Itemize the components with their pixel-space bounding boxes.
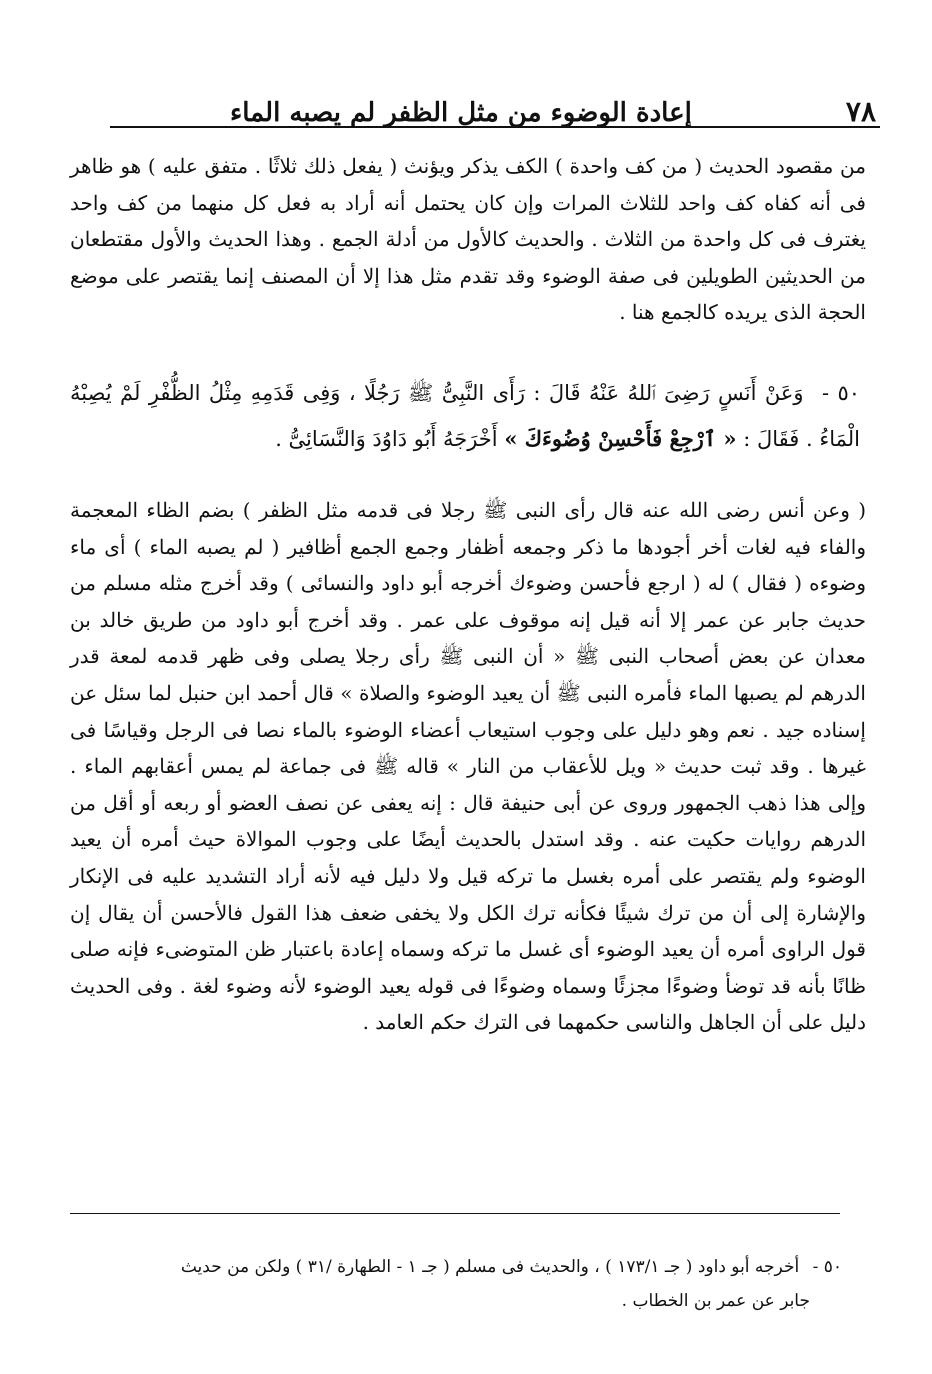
- commentary-paragraph-1: من مقصود الحديث ( من كف واحدة ) الكف يذكر ويؤنث ( يفعل ذلك ثلاثًا . متفق عليه ) هو ظاهر فى أنه كفاه كف واحد للثلاث المرات وإن كان يحتمل أنه أراد به فعل كل منهما من كف واحد يغترف فى كل واحدة من الثلاث . والحديث كالأول من أدلة الجمع . وهذا الحديث والأول مقتطعان من الحديثين الطويلين فى صفة الوضوء وقد تقدم مثل هذا إلا أن المصنف إنما يقتصر على موضع الحجة الذى يريده كالجمع هنا .: [70, 154, 866, 325]
- hadith-text-after: أَخْرَجَهُ أَبُو دَاوُدَ وَالنَّسَائِىُّ .: [275, 427, 498, 451]
- commentary-paragraph-2: ( وعن أنس رضى الله عنه قال رأى النبى ﷺ رجلا فى قدمه مثل الظفر ) بضم الظاء المعجمة والفاء فيه لغات أخر أجودها ما ذكر وجمعه أظفار وجمع الجمع أظافير ( لم يصبه الماء ) أى ماء وضوءه ( فقال ) له ( ارجع فأحسن وضوءك أخرجه أبو داود والنسائى ) وقد أخرج مثله مسلم من حديث جابر عن عمر إلا أنه قيل إنه موقوف على عمر . وقد أخرج أبو داود من طريق خالد بن معدان عن بعض أصحاب النبى ﷺ « أن النبى ﷺ رأى رجلا يصلى وفى ظهر قدمه لمعة قدر الدرهم لم يصبها الماء فأمره النبى ﷺ أن يعيد الوضوء والصلاة » قال أحمد ابن حنبل لما سئل عن إسناده جيد . نعم وهو دليل على وجوب استيعاب أعضاء الوضوء بالماء نصا فى الرجل وقياسًا فى غيرها . وقد ثبت حديث « ويل للأعقاب من النار » قاله ﷺ فى جماعة لم يمس أعقابهم الماء . وإلى هذا ذهب الجمهور وروى عن أبى حنيفة قال : إنه يعفى عن نصف العضو أو ربعه أو أقل من الدرهم روايات حكيت عنه . وقد استدل بالحديث أيضًا على وجوب الموالاة حيث أمره أن يعيد الوضوء ولم يقتصر على أمره بغسل ما تركه قيل ولا دليل فيه لأنه أراد التشديد عليه فى الإنكار والإشارة إلى أن من ترك شيئًا فكأنه ترك الكل ولا يخفى ضعف هذا القول فالأحسن أن يقال إن قول الراوى أمره أن يعيد الوضوء أى غسل ما تركه وسماه إعادة باعتبار ظن المتوضىء فإنه صلى ظانًا بأنه قد توضأ وضوءًا مجزئًا وسماه وضوءًا فى قوله يعيد الوضوء لأنه وضوء لغة . وفى الحديث دليل على أن الجاهل والناسى حكمهما فى الترك حكم العامد .: [70, 498, 866, 1035]
- header-rule: [110, 126, 880, 128]
- page-number: ٧٨: [845, 95, 876, 128]
- page-header: [110, 78, 880, 128]
- page-body: [70, 148, 866, 1192]
- hadith-text-before: وَعَنْ أَنَسٍ رَضِىَ ٱللهُ عَنْهُ قَالَ : رَأَى النَّبِىُّ ﷺ رَجُلًا ، وَفِى قَدَمِهِ مِثْلُ الظُّفْرِ لَمْ يُصِبْهُ الْمَاءُ . فَقَالَ :: [70, 381, 860, 451]
- footnote-rule: [70, 1213, 840, 1214]
- footnote-continuation: جابر عن عمر بن الخطاب .: [621, 1291, 810, 1311]
- hadith-number: ٥٠ -: [821, 381, 860, 405]
- footnote-text: أخرجه أبو داود ( جـ ١٧٣/١ ) ، والحديث فى مسلم ( جـ ١ - الطهارة /٣١ ) ولكن من حديث: [180, 1257, 800, 1277]
- running-title: إعادة الوضوء من مثل الظفر لم يصبه الماء: [230, 98, 692, 128]
- footnote-number: ٥٠ -: [812, 1257, 842, 1277]
- footnote: [70, 1250, 842, 1318]
- hadith-text: [70, 370, 866, 480]
- hadith-quote: « ٱرْجِعْ فَأَحْسِنْ وُضُوءَكَ »: [504, 426, 737, 451]
